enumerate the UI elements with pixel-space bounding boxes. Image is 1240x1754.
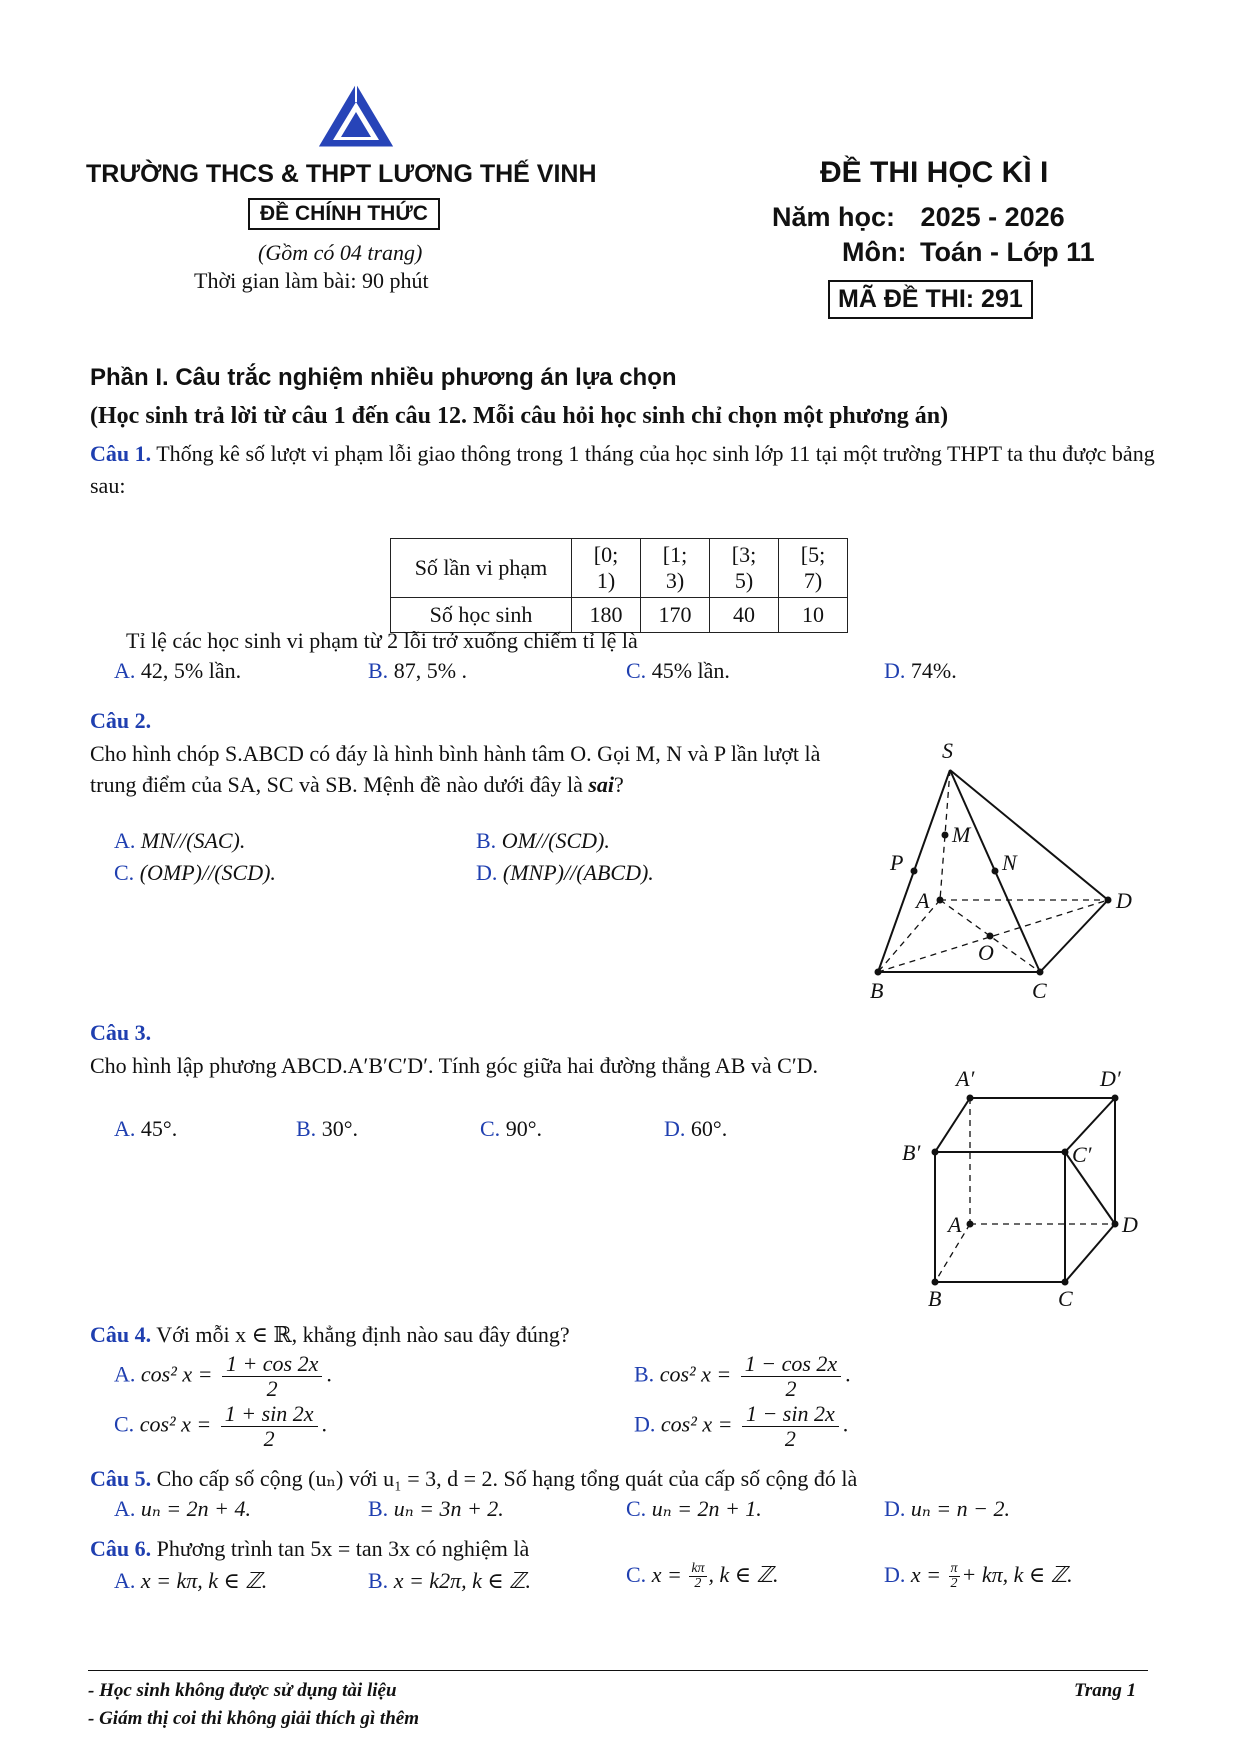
pyramid-figure: [860, 740, 1160, 1010]
option-b: [368, 1568, 531, 1594]
option-label: D.: [476, 860, 498, 885]
footer-note: - Giám thị coi thi không giải thích gì thêm: [88, 1708, 419, 1729]
point-b1: [932, 1149, 939, 1156]
question-label: Câu 6.: [90, 1536, 152, 1561]
option-d: [884, 1496, 1010, 1522]
question-label: Câu 2.: [90, 708, 152, 733]
option-a: [114, 1116, 177, 1142]
school-name: TRƯỜNG THCS & THPT LƯƠNG THẾ VINH: [86, 160, 597, 188]
option-c: C. cos² x = $\frac{1 + \sin 2x}{2}$ .: [114, 1401, 328, 1451]
label-a1: A′: [956, 1066, 975, 1091]
point-b: [932, 1279, 939, 1286]
question-6: [90, 1536, 529, 1562]
option-text: x = kπ, k ∈ ℤ.: [140, 1568, 268, 1593]
label-d: D: [1122, 1212, 1138, 1237]
edge-dc: [1065, 1224, 1115, 1282]
option-d: [664, 1116, 727, 1142]
option-a: [114, 658, 241, 684]
label-b1: B′: [902, 1140, 921, 1165]
label-b: B: [928, 1286, 942, 1310]
option-label: D.: [664, 1116, 686, 1141]
point-a: [967, 1221, 974, 1228]
stat-table: [390, 538, 848, 633]
official-badge: ĐỀ CHÍNH THỨC: [248, 198, 440, 230]
option-label: B.: [368, 1568, 389, 1593]
edge-ab: [878, 900, 940, 972]
point-c: [1037, 969, 1044, 976]
edge-cd: [1040, 900, 1108, 972]
exam-code: MÃ ĐỀ THI: 291: [828, 280, 1033, 319]
table-cell: [0; 1): [572, 539, 641, 598]
option-text: uₙ = 3n + 2.: [393, 1496, 504, 1521]
option-b: [476, 828, 610, 854]
label-c: C: [1032, 978, 1047, 1003]
edge-sd: [950, 770, 1108, 900]
option-pre: x =: [651, 1562, 682, 1587]
question-text: Cho cấp số cộng (uₙ) với u₁ = 3, d = 2. Số hạng tổng quát của cấp số cộng đó là: [156, 1466, 858, 1491]
question-label: Câu 1.: [90, 441, 152, 466]
option-c: [626, 658, 730, 684]
option-label: D.: [884, 1562, 906, 1587]
option-label: C.: [114, 860, 135, 885]
label-s: S: [942, 740, 953, 763]
option-label: B.: [634, 1361, 655, 1387]
point-a1: [967, 1095, 974, 1102]
option-b: [368, 1496, 504, 1522]
fraction-denominator: 2: [784, 1426, 796, 1451]
option-label: B.: [368, 1496, 389, 1521]
emphasis: sai: [588, 772, 615, 797]
label-m: M: [952, 822, 971, 847]
option-b: B. cos² x = $\frac{1 - \cos 2x}{2}$ .: [634, 1351, 851, 1401]
subject-value: Toán - Lớp 11: [919, 237, 1095, 267]
subject: [842, 237, 1095, 268]
option-text: uₙ = n − 2.: [910, 1496, 1010, 1521]
point-n: [992, 868, 999, 875]
table-cell: 180: [572, 598, 641, 633]
point-p: [911, 868, 918, 875]
label-d1: D′: [1100, 1066, 1121, 1091]
point-b: [875, 969, 882, 976]
option-c: [626, 1562, 778, 1591]
option-lhs: cos² x =: [660, 1411, 733, 1437]
fraction-numerator: 1 − sin 2x: [742, 1402, 839, 1427]
footer-rule: [88, 1670, 1148, 1671]
option-text: (OMP)//(SCD).: [139, 860, 276, 885]
table-cell: 170: [641, 598, 710, 633]
question-5: [90, 1466, 857, 1492]
option-post: + kπ, k ∈ ℤ.: [961, 1562, 1073, 1587]
option-a: [114, 828, 245, 854]
point-d: [1105, 897, 1112, 904]
point-c1: [1062, 1149, 1069, 1156]
year-label: Năm học:: [772, 202, 896, 232]
option-label: C.: [480, 1116, 501, 1141]
option-pre: x =: [910, 1562, 942, 1587]
option-text: 87, 5% .: [393, 658, 468, 683]
option-c: [480, 1116, 542, 1142]
fraction-denominator: 2: [694, 1576, 702, 1592]
option-a: [114, 1568, 267, 1594]
table-cell: [1; 3): [641, 539, 710, 598]
question-text: Thống kê số lượt vi phạm lỗi giao thông trong 1 tháng của học sinh lớp 11 tại một trường THPT ta thu được bảng sau:: [90, 441, 1155, 498]
option-d: [884, 1562, 1073, 1591]
option-d: [476, 860, 654, 886]
option-label: A.: [114, 1568, 136, 1593]
table-cell: 40: [710, 598, 779, 633]
option-label: D.: [884, 658, 906, 683]
question-label: Câu 3.: [90, 1020, 152, 1045]
option-d: [884, 658, 957, 684]
fraction-numerator: π: [950, 1561, 958, 1577]
label-c1: C′: [1072, 1142, 1092, 1167]
fraction-numerator: 1 − cos 2x: [741, 1352, 841, 1377]
table-cell: [5; 7): [779, 539, 848, 598]
option-b: [296, 1116, 358, 1142]
option-label: A.: [114, 1116, 136, 1141]
point-o: [987, 933, 994, 940]
point-d1: [1112, 1095, 1119, 1102]
fraction-denominator: 2: [785, 1376, 797, 1401]
exam-duration: Thời gian làm bài: 90 phút: [194, 268, 429, 293]
point-c: [1062, 1279, 1069, 1286]
label-c: C: [1058, 1286, 1073, 1310]
option-text: MN//(SAC).: [140, 828, 246, 853]
option-label: A.: [114, 828, 136, 853]
option-lhs: cos² x =: [659, 1361, 732, 1387]
option-text: uₙ = 2n + 1.: [651, 1496, 762, 1521]
table-cell: [3; 5): [710, 539, 779, 598]
option-label: D.: [634, 1411, 656, 1437]
edge-a1b1: [935, 1098, 970, 1152]
cube-figure: [890, 1060, 1150, 1310]
fraction-numerator: kπ: [691, 1561, 705, 1577]
option-label: B.: [296, 1116, 317, 1141]
option-c: [626, 1496, 762, 1522]
option-text: OM//(SCD).: [501, 828, 610, 853]
option-text: 42, 5% lần.: [140, 658, 242, 683]
table-cell: 10: [779, 598, 848, 633]
option-label: D.: [884, 1496, 906, 1521]
option-d: D. cos² x = $\frac{1 - \sin 2x}{2}$ .: [634, 1401, 849, 1451]
option-b: [368, 658, 467, 684]
option-label: A.: [114, 658, 136, 683]
question-2: [90, 738, 846, 800]
label-n: N: [1002, 850, 1017, 875]
question-text: Tỉ lệ các học sinh vi phạm từ 2 lỗi trở xuống chiếm tỉ lệ là: [126, 628, 638, 653]
label-o: O: [978, 940, 994, 965]
fraction-denominator: 2: [266, 1376, 278, 1401]
option-text: 90°.: [505, 1116, 542, 1141]
part-title: Phần I. Câu trắc nghiệm nhiều phương án lựa chọn: [90, 364, 677, 391]
table-cell: Số lần vi phạm: [391, 539, 572, 598]
option-text: 45% lần.: [651, 658, 730, 683]
question-label: Câu 5.: [90, 1466, 152, 1491]
option-label: C.: [626, 658, 647, 683]
point-m: [942, 832, 949, 839]
label-d: D: [1116, 888, 1132, 913]
question-mark: ?: [614, 772, 624, 797]
option-a: [114, 1496, 251, 1522]
subject-label: Môn:: [842, 237, 907, 267]
point-a: [937, 897, 944, 904]
question-text: Phương trình tan 5x = tan 3x có nghiệm là: [156, 1536, 530, 1561]
page-count: (Gồm có 04 trang): [258, 240, 423, 265]
option-text: 30°.: [321, 1116, 358, 1141]
option-text: x = k2π, k ∈ ℤ.: [393, 1568, 532, 1593]
footer-note: - Học sinh không được sử dụng tài liệu: [88, 1680, 397, 1701]
fraction-numerator: 1 + sin 2x: [221, 1402, 318, 1427]
year-value: 2025 - 2026: [920, 202, 1065, 232]
exam-title: ĐỀ THI HỌC KÌ I: [820, 156, 1049, 189]
school-year: [772, 202, 1065, 233]
option-label: A.: [114, 1361, 136, 1387]
page-number: Trang 1: [1074, 1680, 1137, 1701]
option-label: A.: [114, 1496, 136, 1521]
label-p: P: [890, 850, 904, 875]
fraction-numerator: 1 + cos 2x: [222, 1352, 322, 1377]
question-1: [90, 438, 1160, 502]
label-a: A: [948, 1212, 962, 1237]
option-text: 45°.: [140, 1116, 178, 1141]
fraction-denominator: 2: [950, 1576, 958, 1592]
question-text: Với mỗi x ∈ ℝ, khẳng định nào sau đây đúng?: [156, 1322, 570, 1347]
fraction-denominator: 2: [263, 1426, 275, 1451]
option-label: B.: [368, 658, 389, 683]
label-a: A: [916, 888, 930, 913]
option-label: B.: [476, 828, 497, 853]
option-text: uₙ = 2n + 4.: [140, 1496, 251, 1521]
label-b: B: [870, 978, 884, 1003]
option-post: , k ∈ ℤ.: [708, 1562, 779, 1587]
table-cell: Số học sinh: [391, 598, 572, 633]
question-label: Câu 4.: [90, 1322, 152, 1347]
table-row: [391, 539, 848, 598]
option-c: [114, 860, 276, 886]
option-label: C.: [626, 1562, 647, 1587]
option-lhs: cos² x =: [140, 1361, 213, 1387]
school-logo: [316, 82, 396, 152]
question-text: Cho hình lập phương ABCD.A′B′C′D′. Tính góc giữa hai đường thẳng AB và C′D.: [90, 1053, 819, 1078]
option-label: C.: [626, 1496, 647, 1521]
part-instruction: (Học sinh trả lời từ câu 1 đến câu 12. Mỗi câu hỏi học sinh chỉ chọn một phương án): [90, 403, 949, 429]
option-a: A. cos² x = $\frac{1 + \cos 2x}{2}$ .: [114, 1351, 332, 1401]
question-4: [90, 1322, 570, 1348]
point-d: [1112, 1221, 1119, 1228]
question-text: Cho hình chóp S.ABCD có đáy là hình bình hành tâm O. Gọi M, N và P lần lượt là trung điểm của SA, SC và SB. Mệnh đề nào dưới đây là: [90, 741, 821, 797]
option-label: C.: [114, 1411, 135, 1437]
option-text: 60°.: [690, 1116, 728, 1141]
option-text: 74%.: [910, 658, 957, 683]
option-text: (MNP)//(ABCD).: [502, 860, 654, 885]
option-lhs: cos² x =: [139, 1411, 212, 1437]
